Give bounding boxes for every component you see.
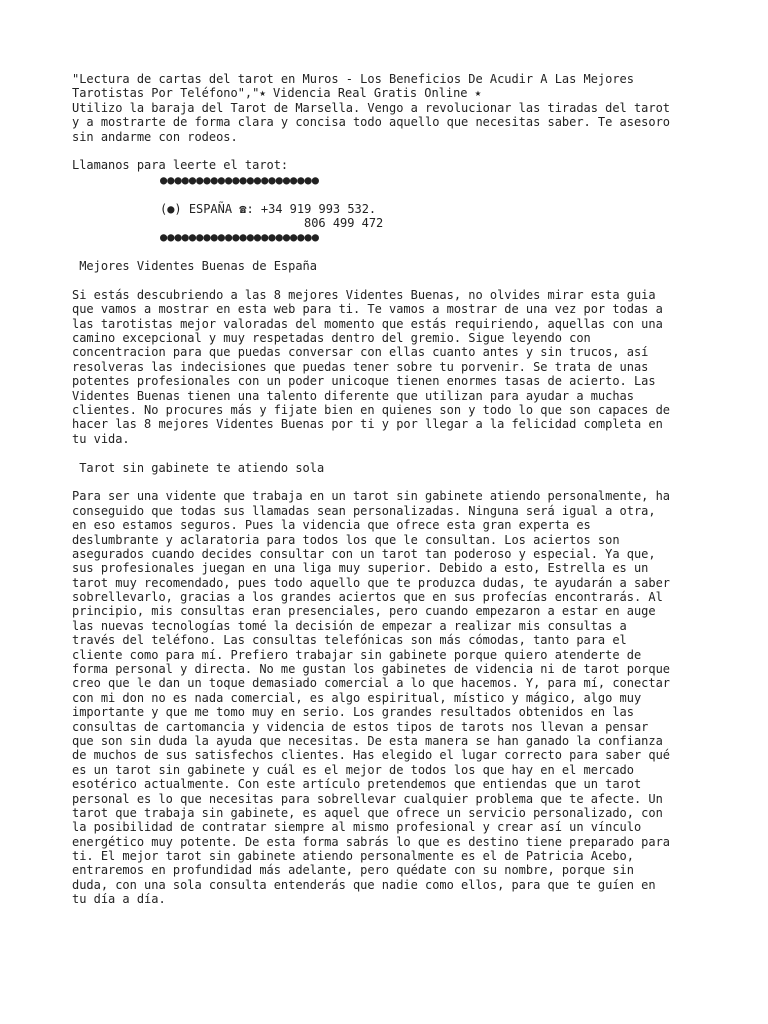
section-heading-tarot-sin-gabinete: Tarot sin gabinete te atiendo sola [72,460,325,475]
spacer [72,144,712,158]
paragraph-line: tu día a día. [72,892,166,907]
paragraph-line: través del teléfono. Las consultas telefónicas son más cómodas, tanto para el [72,633,627,648]
paragraph-line: las tarotistas mejor valoradas del momento que estás requiriendo, aquellas con una [72,316,663,331]
paragraph-line: sobrellevarlo, gracias a los grandes aciertos que en sus profecías encontrarás. Al [72,590,663,605]
paragraph-line: principio, mis consultas eran presenciales, pero cuando empezaron a estar en auge [72,604,656,619]
paragraph-line: tarot muy recomendado, pues todo aquello que te produzca dudas, te ayudarán a saber [72,575,670,590]
spacer [72,187,712,201]
intro-line: y a mostrarte de forma clara y concisa todo aquello que necesitas saber. Te asesoro [72,115,670,130]
paragraph-line: ti. El mejor tarot sin gabinete atiendo personalmente es el de Patricia Acebo, [72,849,634,864]
intro-line: "Lectura de cartas del tarot en Muros - Los Beneficios De Acudir A Las Mejores [72,72,634,86]
phone-number-spain: (●) ESPAÑA ☎: +34 919 993 532. [160,201,377,216]
paragraph-line: personal es lo que necesitas para sobrellevar cualquier problema que te afecte. Un [72,791,663,806]
paragraph-line: Si estás descubriendo a las 8 mejores Videntes Buenas, no olvides mirar esta guia [72,287,656,302]
paragraph-line: entraremos en profundidad más adelante, pero quédate con su nombre, porque sin [72,863,634,878]
paragraph-line: conseguido que todas sus llamadas sean personalizadas. Ninguna será igual a otra, [72,503,656,518]
spacer [72,446,712,460]
paragraph-line: asegurados cuando decides consultar con un tarot tan poderoso y especial. Ya que, [72,546,656,561]
intro-line: Tarotistas Por Teléfono","⭑ Videncia Real Gratis Online ⭑ [72,86,482,101]
paragraph-line: la posibilidad de contratar siempre al mismo profesional y crear así un vínculo [72,820,642,835]
phone-number-secondary: 806 499 472 [304,215,384,230]
paragraph-line: duda, con una sola consulta entenderás que nadie como ellos, para que te guíen en [72,877,656,892]
spacer [72,273,712,287]
paragraph-line: hacer las 8 mejores Videntes Buenas por ti y por llegar a la felicidad completa en [72,417,663,432]
paragraph-line: potentes profesionales con un poder unicoque tienen enormes tasas de acierto. Las [72,374,656,389]
paragraph-line: resolveras las indecisiones que puedas tener sobre tu porvenir. Se trata de unas [72,359,649,374]
paragraph-line: las nuevas tecnologías tomé la decisión de empezar a realizar mis consultas a [72,618,627,633]
paragraph-line: camino excepcional y muy respetadas dentro del gremio. Sigue leyendo con [72,331,591,346]
document-page [72,72,712,907]
paragraph-line: cliente como para mí. Prefiero trabajar sin gabinete porque quiero atenderte de [72,647,642,662]
section-heading-mejores-videntes: Mejores Videntes Buenas de España [72,259,317,274]
paragraph-line: con mi don no es nada comercial, es algo espiritual, místico y mágico, algo muy [72,690,642,705]
paragraph-line: en eso estamos seguros. Pues la videncia que ofrece esta gran experta es [72,518,591,533]
section2-paragraph [72,489,712,906]
dots-divider-top: ●●●●●●●●●●●●●●●●●●●●●● [160,172,319,187]
paragraph-line: clientes. No procures más y fijate bien en quienes son y todo lo que son capaces de [72,402,670,417]
intro-paragraph [72,72,712,144]
call-label: Llamanos para leerte el tarot: [72,158,289,173]
paragraph-line: forma personal y directa. No me gustan los gabinetes de videncia ni de tarot porque [72,662,670,677]
paragraph-line: Para ser una vidente que trabaja en un tarot sin gabinete atiendo personalmente, ha [72,489,670,504]
paragraph-line: esotérico actualmente. Con este artículo pretendemos que entiendas que un tarot [72,777,642,792]
paragraph-line: concentracion para que puedas conversar con ellas cuanto antes y sin trucos, así [72,345,649,360]
call-block [72,158,712,244]
intro-line: sin andarme con rodeos. [72,129,238,144]
paragraph-line: tu vida. [72,431,130,446]
paragraph-line: importante y que me tomo muy en serio. Los grandes resultados obtenidos en las [72,705,634,720]
paragraph-line: deslumbrante y aclaratoria para todos los que le consultan. Los aciertos son [72,532,620,547]
paragraph-line: tarot que trabaja sin gabinete, es aquel que ofrece un servicio personalizado, con [72,805,663,820]
paragraph-line: es un tarot sin gabinete y cuál es el mejor de todos los que hay en el mercado [72,762,634,777]
section1-paragraph [72,288,712,446]
spacer [72,245,712,259]
intro-line: Utilizo la baraja del Tarot de Marsella. Vengo a revolucionar las tiradas del tarot [72,100,670,115]
spacer [72,475,712,489]
paragraph-line: consultas de cartomancia y videncia de estos tipos de tarots nos llevan a pensar [72,719,649,734]
paragraph-line: sus profesionales juegan en una liga muy superior. Debido a esto, Estrella es un [72,561,649,576]
paragraph-line: energético muy potente. De esta forma sabrás lo que es destino tiene preparado para [72,834,670,849]
paragraph-line: que son sin duda la ayuda que necesitas. De esta manera se han ganado la confianza [72,733,663,748]
paragraph-line: que vamos a mostrar en esta web para ti. Te vamos a mostrar de una vez por todas a [72,302,663,317]
dots-divider-bottom: ●●●●●●●●●●●●●●●●●●●●●● [160,230,319,245]
paragraph-line: Videntes Buenas tienen una talento diferente que utilizan para ayudar a muchas [72,388,634,403]
paragraph-line: de muchos de sus satisfechos clientes. Has elegido el lugar correcto para saber qué [72,748,670,763]
paragraph-line: creo que le dan un toque demasiado comercial a lo que hacemos. Y, para mí, conectar [72,676,670,691]
